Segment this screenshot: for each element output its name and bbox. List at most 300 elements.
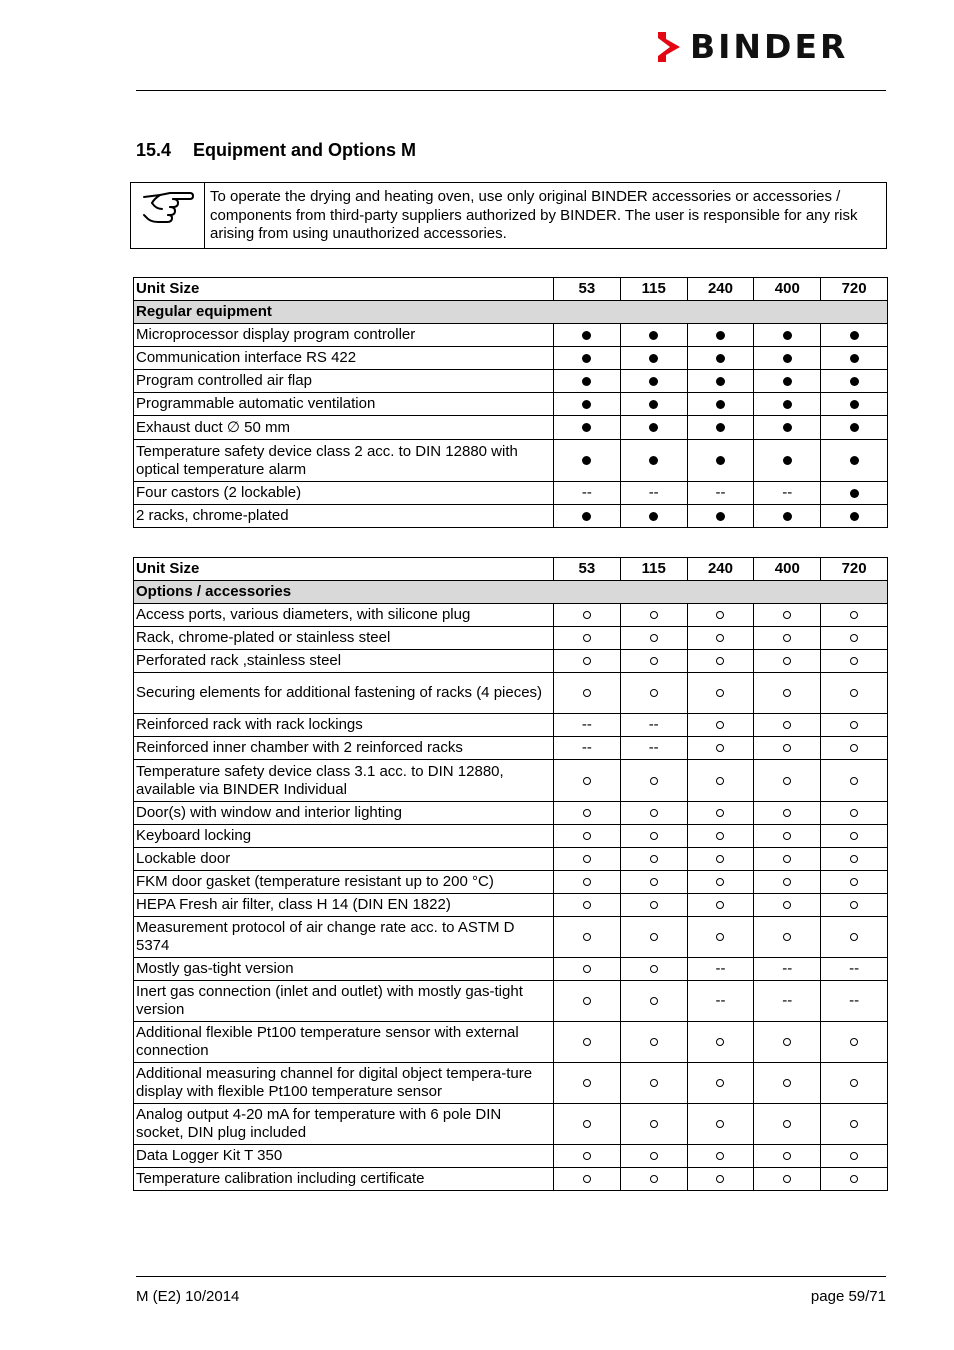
table-row [134, 324, 888, 347]
open-circle-icon [783, 777, 791, 785]
open-circle-icon [716, 744, 724, 752]
open-circle-icon [783, 744, 791, 752]
row-label: Rack, chrome-plated or stainless steel [134, 627, 554, 650]
option-cell [821, 760, 888, 802]
row-label: 2 racks, chrome-plated [134, 505, 554, 528]
open-circle-icon [850, 1152, 858, 1160]
table-row [134, 650, 888, 673]
option-cell [620, 627, 687, 650]
filled-dot-icon [582, 354, 591, 363]
binder-logo-mark-icon [656, 30, 686, 64]
table-row [134, 894, 888, 917]
option-cell [687, 871, 754, 894]
filled-dot-icon [850, 512, 859, 521]
option-cell [620, 825, 687, 848]
open-circle-icon [716, 832, 724, 840]
option-cell [554, 760, 621, 802]
option-cell [687, 650, 754, 673]
option-cell [687, 760, 754, 802]
filled-dot-icon [649, 377, 658, 386]
option-cell [754, 760, 821, 802]
open-circle-icon [850, 1038, 858, 1046]
filled-dot-icon [582, 377, 591, 386]
open-circle-icon [850, 933, 858, 941]
option-cell [687, 917, 754, 958]
filled-dot-icon [783, 331, 792, 340]
open-circle-icon [783, 809, 791, 817]
filled-dot-icon [783, 423, 792, 432]
open-circle-icon [650, 933, 658, 941]
table-row [134, 1104, 888, 1145]
option-cell [554, 1145, 621, 1168]
option-cell [687, 714, 754, 737]
option-cell [620, 1104, 687, 1145]
standard-cell [687, 393, 754, 416]
open-circle-icon [850, 611, 858, 619]
option-cell [754, 627, 821, 650]
standard-cell [554, 324, 621, 347]
note-icon-cell [131, 183, 205, 248]
open-circle-icon [650, 634, 658, 642]
table-row [134, 917, 888, 958]
open-circle-icon [650, 997, 658, 1005]
option-cell [754, 1104, 821, 1145]
open-circle-icon [650, 1079, 658, 1087]
open-circle-icon [583, 901, 591, 909]
standard-cell [620, 505, 687, 528]
open-circle-icon [583, 1120, 591, 1128]
option-cell [620, 673, 687, 714]
filled-dot-icon [783, 400, 792, 409]
standard-cell [620, 393, 687, 416]
option-cell [754, 650, 821, 673]
open-circle-icon [583, 611, 591, 619]
option-cell [821, 673, 888, 714]
option-cell [821, 1168, 888, 1191]
open-circle-icon [650, 1120, 658, 1128]
table-row [134, 347, 888, 370]
standard-cell [754, 393, 821, 416]
filled-dot-icon [582, 512, 591, 521]
table-row [134, 604, 888, 627]
row-label: HEPA Fresh air filter, class H 14 (DIN EN 1822) [134, 894, 554, 917]
open-circle-icon [850, 721, 858, 729]
standard-cell [754, 440, 821, 482]
option-cell [754, 737, 821, 760]
option-cell [620, 1168, 687, 1191]
filled-dot-icon [582, 400, 591, 409]
table-row [134, 958, 888, 981]
not-available-cell: -- [620, 737, 687, 760]
filled-dot-icon [649, 400, 658, 409]
table-row [134, 760, 888, 802]
option-cell [554, 917, 621, 958]
option-cell [687, 1022, 754, 1063]
standard-cell [687, 324, 754, 347]
filled-dot-icon [783, 377, 792, 386]
open-circle-icon [583, 1175, 591, 1183]
standard-cell [554, 393, 621, 416]
open-circle-icon [583, 997, 591, 1005]
option-cell [687, 604, 754, 627]
option-cell [620, 604, 687, 627]
open-circle-icon [716, 777, 724, 785]
open-circle-icon [783, 1152, 791, 1160]
unit-size-240: 240 [687, 278, 754, 301]
table-row [134, 981, 888, 1022]
filled-dot-icon [716, 423, 725, 432]
open-circle-icon [716, 611, 724, 619]
open-circle-icon [650, 809, 658, 817]
option-cell [554, 825, 621, 848]
row-label: Additional flexible Pt100 temperature sensor with external connection [134, 1022, 554, 1063]
row-label: Temperature safety device class 3.1 acc. to DIN 12880, available via BINDER Individual [134, 760, 554, 802]
standard-cell [821, 416, 888, 440]
row-label: Four castors (2 lockable) [134, 482, 554, 505]
option-cell [620, 917, 687, 958]
standard-cell [620, 370, 687, 393]
standard-cell [754, 347, 821, 370]
open-circle-icon [716, 901, 724, 909]
option-cell [620, 1063, 687, 1104]
row-label: Inert gas connection (inlet and outlet) with mostly gas-tight version [134, 981, 554, 1022]
row-label: Door(s) with window and interior lighting [134, 802, 554, 825]
standard-cell [687, 505, 754, 528]
open-circle-icon [583, 777, 591, 785]
standard-cell [754, 505, 821, 528]
option-cell [821, 604, 888, 627]
standard-cell [687, 440, 754, 482]
row-label: Program controlled air flap [134, 370, 554, 393]
option-cell [554, 848, 621, 871]
open-circle-icon [650, 611, 658, 619]
note-text: To operate the drying and heating oven, use only original BINDER accessories or accessories / components from third-party suppliers authorized by BINDER. The user is responsible for any risk arising from using unauthorized accessories. [210, 188, 858, 242]
standard-cell [821, 347, 888, 370]
standard-cell [821, 324, 888, 347]
option-cell [554, 604, 621, 627]
open-circle-icon [716, 878, 724, 886]
open-circle-icon [850, 1079, 858, 1087]
option-cell [554, 871, 621, 894]
option-cell [554, 650, 621, 673]
open-circle-icon [850, 878, 858, 886]
option-cell [821, 1063, 888, 1104]
filled-dot-icon [582, 456, 591, 465]
option-cell [620, 871, 687, 894]
open-circle-icon [850, 901, 858, 909]
open-circle-icon [850, 634, 858, 642]
open-circle-icon [716, 689, 724, 697]
open-circle-icon [583, 809, 591, 817]
open-circle-icon [583, 1038, 591, 1046]
row-label: Keyboard locking [134, 825, 554, 848]
unit-size-720: 720 [821, 278, 888, 301]
open-circle-icon [583, 634, 591, 642]
section-label: Regular equipment [134, 301, 888, 324]
filled-dot-icon [716, 331, 725, 340]
option-cell [687, 627, 754, 650]
open-circle-icon [583, 1152, 591, 1160]
option-cell [554, 1168, 621, 1191]
option-cell [687, 1145, 754, 1168]
unit-size-240: 240 [687, 558, 754, 581]
option-cell [754, 604, 821, 627]
open-circle-icon [583, 878, 591, 886]
open-circle-icon [850, 777, 858, 785]
open-circle-icon [850, 855, 858, 863]
open-circle-icon [650, 832, 658, 840]
open-circle-icon [583, 933, 591, 941]
open-circle-icon [850, 657, 858, 665]
binder-logo [656, 27, 886, 66]
table-row [134, 505, 888, 528]
note-box [130, 182, 887, 249]
table-row [134, 416, 888, 440]
row-label: Temperature calibration including certificate [134, 1168, 554, 1191]
option-cell [754, 848, 821, 871]
table-row [134, 440, 888, 482]
row-label: Additional measuring channel for digital object tempera-ture display with flexible Pt100 temperature sensor [134, 1063, 554, 1104]
option-cell [687, 1168, 754, 1191]
option-cell [620, 894, 687, 917]
open-circle-icon [783, 1079, 791, 1087]
open-circle-icon [583, 855, 591, 863]
row-label: Reinforced inner chamber with 2 reinforced racks [134, 737, 554, 760]
open-circle-icon [583, 657, 591, 665]
filled-dot-icon [783, 512, 792, 521]
filled-dot-icon [850, 456, 859, 465]
filled-dot-icon [716, 354, 725, 363]
not-available-cell: -- [554, 714, 621, 737]
options-accessories-table [133, 557, 888, 1191]
option-cell [754, 802, 821, 825]
filled-dot-icon [716, 456, 725, 465]
filled-dot-icon [850, 489, 859, 498]
option-cell [620, 1022, 687, 1063]
standard-cell [554, 505, 621, 528]
not-available-cell: -- [620, 482, 687, 505]
standard-cell [821, 440, 888, 482]
filled-dot-icon [649, 331, 658, 340]
option-cell [754, 894, 821, 917]
option-cell [687, 894, 754, 917]
filled-dot-icon [850, 423, 859, 432]
option-cell [620, 981, 687, 1022]
standard-cell [754, 370, 821, 393]
option-cell [821, 802, 888, 825]
table-row [134, 825, 888, 848]
open-circle-icon [650, 878, 658, 886]
standard-cell [821, 370, 888, 393]
unit-size-53: 53 [554, 278, 621, 301]
option-cell [754, 1168, 821, 1191]
standard-cell [620, 347, 687, 370]
not-available-cell: -- [754, 958, 821, 981]
standard-cell [620, 324, 687, 347]
standard-cell [754, 416, 821, 440]
row-label: Analog output 4-20 mA for temperature with 6 pole DIN socket, DIN plug included [134, 1104, 554, 1145]
filled-dot-icon [649, 512, 658, 521]
unit-size-115: 115 [620, 558, 687, 581]
open-circle-icon [716, 721, 724, 729]
open-circle-icon [783, 878, 791, 886]
unit-size-115: 115 [620, 278, 687, 301]
open-circle-icon [583, 1079, 591, 1087]
option-cell [754, 825, 821, 848]
footer-page-number: page 59/71 [810, 1288, 886, 1305]
option-cell [754, 871, 821, 894]
table-row [134, 370, 888, 393]
row-label: Communication interface RS 422 [134, 347, 554, 370]
open-circle-icon [850, 744, 858, 752]
option-cell [821, 627, 888, 650]
open-circle-icon [716, 933, 724, 941]
unit-size-label: Unit Size [134, 558, 554, 581]
option-cell [687, 848, 754, 871]
filled-dot-icon [850, 377, 859, 386]
open-circle-icon [783, 1120, 791, 1128]
open-circle-icon [650, 777, 658, 785]
row-label: Exhaust duct ∅ 50 mm [134, 416, 554, 440]
option-cell [821, 1104, 888, 1145]
open-circle-icon [716, 1079, 724, 1087]
standard-cell [754, 324, 821, 347]
option-cell [620, 958, 687, 981]
option-cell [554, 958, 621, 981]
standard-cell [687, 370, 754, 393]
option-cell [620, 650, 687, 673]
brand-name: BINDER [690, 27, 849, 66]
table-row [134, 714, 888, 737]
option-cell [754, 917, 821, 958]
section-title: Equipment and Options M [193, 140, 416, 160]
row-label: Mostly gas-tight version [134, 958, 554, 981]
open-circle-icon [716, 657, 724, 665]
table-row [134, 802, 888, 825]
standard-cell [821, 505, 888, 528]
open-circle-icon [716, 1120, 724, 1128]
not-available-cell: -- [754, 482, 821, 505]
filled-dot-icon [649, 456, 658, 465]
not-available-cell: -- [620, 714, 687, 737]
pointing-hand-icon [140, 187, 196, 227]
filled-dot-icon [783, 456, 792, 465]
not-available-cell: -- [821, 958, 888, 981]
option-cell [687, 825, 754, 848]
open-circle-icon [783, 689, 791, 697]
table-row [134, 1063, 888, 1104]
open-circle-icon [783, 634, 791, 642]
section-number: 15.4 [136, 140, 172, 160]
standard-cell [687, 347, 754, 370]
filled-dot-icon [582, 423, 591, 432]
row-label: Securing elements for additional fastening of racks (4 pieces) [134, 673, 554, 714]
option-cell [754, 1022, 821, 1063]
option-cell [821, 917, 888, 958]
open-circle-icon [783, 855, 791, 863]
option-cell [687, 1104, 754, 1145]
row-label: Reinforced rack with rack lockings [134, 714, 554, 737]
header-rule [136, 90, 886, 91]
table-row [134, 1145, 888, 1168]
open-circle-icon [650, 1175, 658, 1183]
regular-equipment-table [133, 277, 888, 528]
table-row [134, 1168, 888, 1191]
open-circle-icon [583, 832, 591, 840]
option-cell [554, 673, 621, 714]
option-cell [754, 1063, 821, 1104]
standard-cell [554, 370, 621, 393]
unit-size-label: Unit Size [134, 278, 554, 301]
open-circle-icon [716, 1038, 724, 1046]
row-label: Programmable automatic ventilation [134, 393, 554, 416]
table-row [134, 848, 888, 871]
unit-size-400: 400 [754, 558, 821, 581]
footer-rule [136, 1276, 886, 1277]
option-cell [687, 802, 754, 825]
option-cell [554, 1104, 621, 1145]
table-row [134, 1022, 888, 1063]
section-heading [136, 140, 416, 161]
option-cell [687, 673, 754, 714]
standard-cell [687, 416, 754, 440]
option-cell [620, 1145, 687, 1168]
option-cell [554, 627, 621, 650]
filled-dot-icon [850, 331, 859, 340]
option-cell [620, 848, 687, 871]
open-circle-icon [783, 832, 791, 840]
option-cell [821, 1022, 888, 1063]
section-label: Options / accessories [134, 581, 888, 604]
open-circle-icon [783, 611, 791, 619]
table-row [134, 673, 888, 714]
standard-cell [821, 393, 888, 416]
standard-cell [620, 416, 687, 440]
open-circle-icon [650, 855, 658, 863]
open-circle-icon [783, 901, 791, 909]
open-circle-icon [716, 634, 724, 642]
filled-dot-icon [649, 423, 658, 432]
open-circle-icon [583, 689, 591, 697]
standard-cell [554, 347, 621, 370]
option-cell [821, 894, 888, 917]
unit-size-400: 400 [754, 278, 821, 301]
filled-dot-icon [582, 331, 591, 340]
filled-dot-icon [850, 354, 859, 363]
table-row [134, 482, 888, 505]
open-circle-icon [650, 965, 658, 973]
option-cell [554, 1063, 621, 1104]
table-header-row [134, 278, 888, 301]
option-cell [687, 1063, 754, 1104]
open-circle-icon [583, 965, 591, 973]
option-cell [821, 1145, 888, 1168]
option-cell [687, 737, 754, 760]
table-row [134, 871, 888, 894]
open-circle-icon [850, 809, 858, 817]
option-cell [754, 673, 821, 714]
unit-size-720: 720 [821, 558, 888, 581]
row-label: Lockable door [134, 848, 554, 871]
standard-cell [554, 416, 621, 440]
open-circle-icon [650, 689, 658, 697]
option-cell [554, 894, 621, 917]
not-available-cell: -- [687, 981, 754, 1022]
not-available-cell: -- [687, 482, 754, 505]
option-cell [821, 714, 888, 737]
option-cell [821, 737, 888, 760]
footer-doc-id: M (E2) 10/2014 [136, 1288, 240, 1305]
